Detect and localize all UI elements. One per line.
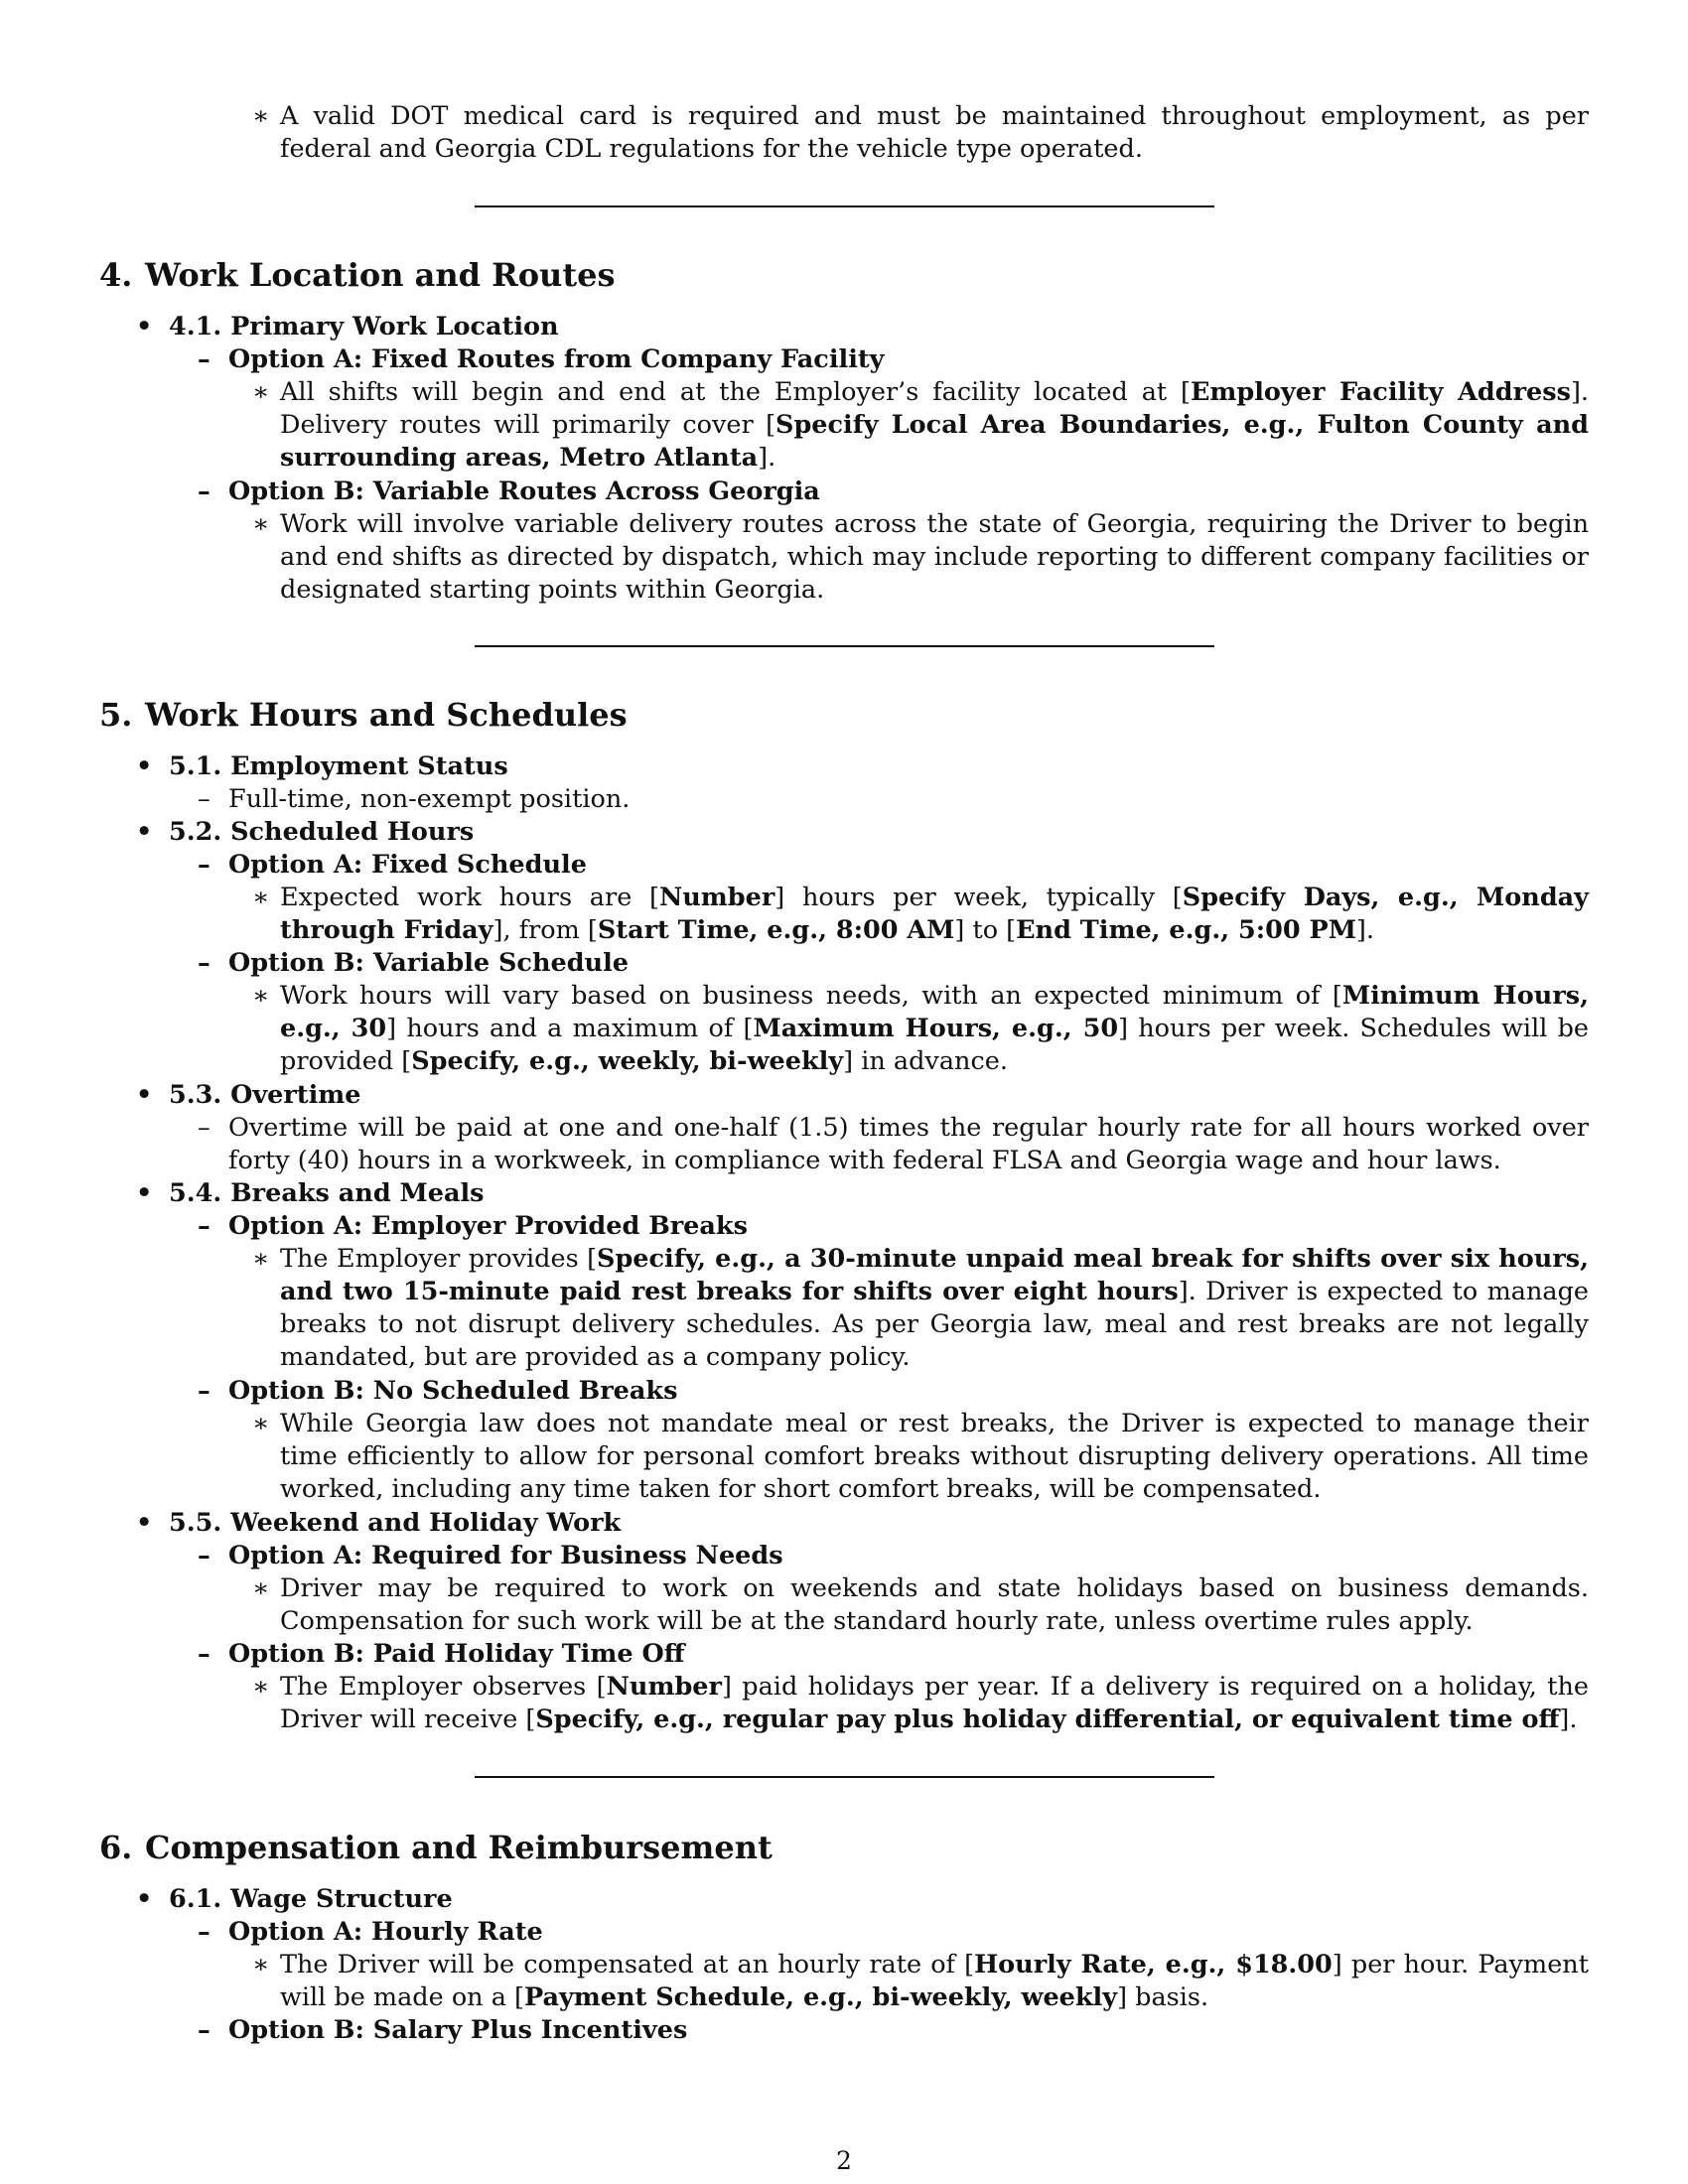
option-5-2-a: – Option A: Fixed Schedule (198, 850, 587, 880)
section-heading-6: 6. Compensation and Reimbursement (99, 1829, 773, 1866)
option-4-1-b: – Option B: Variable Routes Across Georgia (198, 477, 820, 506)
bullet-icon: • (136, 1080, 153, 1110)
section-heading-4: 4. Work Location and Routes (99, 256, 616, 294)
asterisk-bullet-icon: ∗ (252, 883, 270, 912)
bullet-icon: • (136, 1178, 153, 1208)
bullet-icon: • (136, 1508, 153, 1538)
dash-bullet-icon: – (198, 2015, 211, 2045)
option-5-2-a-text: ∗ Expected work hours are [Number] hours per week, typically [Specify Days, e.g., Monday through Friday], from [Start Time, e.g., 8:00 AM] to [End Time, e.g., 5:00 PM]. (252, 883, 1590, 945)
page-number: 2 (836, 2146, 852, 2175)
option-5-4-a: – Option A: Employer Provided Breaks (198, 1211, 748, 1241)
option-5-2-b-text: ∗ Work hours will vary based on business needs, with an expected minimum of [Minimum Hours, e.g., 30] hours and a maximum of [Maximum Hours, e.g., 50] hours per week. Schedules will be provided [Specify, e.g., weekly, bi-weekly] in advance. (252, 981, 1590, 1076)
dash-bullet-icon: – (198, 850, 211, 880)
dash-bullet-icon: – (198, 1113, 211, 1143)
document-page: ∗ A valid DOT medical card is required and must be maintained throughout employment, as per federal and Georgia CDL regulations for the vehicle type operated. 4. Work Location and Routes • 4.1. Primary Work Location – Option A: Fixed Routes from Company Facility ∗ All shifts will begin and end at the Employer’s facility located at [Employer Facility Address]. Delivery routes will primarily cover [Specify Local Area Boundaries, e.g., Fulton County and surrounding areas, Metro Atlanta]. – Option B: Variable Routes Across Georgia ∗ Work will involve variable delivery routes across the state of Georgia, requiring the Driver to begin and end shifts as directed by dispatch, which may include reporting to different company facilities or designated starting points within Georgia. 5. Work Hours and Schedules • 5.1. Employment Status – Full-time, non-exempt position. • 5.2. Scheduled Hours – Option A: Fixed Schedule ∗ Expected work hours are [Number] hours per week, typically [Specify Days, e.g., Monday through Friday], from [Start Time, e.g., 8:00 AM] to [End Time, e.g., 5:00 PM]. – Option B: Variable Schedule ∗ Work hours will vary based on business needs, with an expected minimum of [Minimum Hours, e.g., 30] hours and a maximum of [Maximum Hours, e.g., 50] hours per week. Schedules will be provided [Specify, e.g., weekly, bi-weekly] in advance. • 5.3. Overtime – Overtime will be paid at one and one-half (1.5) times the regular hourly rate for all hours worked over forty (40) hours in a workweek, in compliance with federal FLSA and Georgia wage and hour laws. • 5.4. Breaks and Meals – Option A: Employer Provided Breaks ∗ The Employer provides [Specify, e.g., a 30-minute unpaid meal break for shifts over six hours, and two 15-minute paid rest breaks for shifts over eight hours]. Driver is expected to manage breaks to not disrupt delivery schedules. As per Georgia law, meal and rest breaks are not legally mandated, but are provided as a company policy. – Option B: No Scheduled Breaks ∗ While Georgia law does not mandate meal or rest breaks, the Driver is expected to manage their time efficiently to allow for personal comfort breaks without disrupting delivery operations. All time worked, including any time taken for short comfort breaks, will be compensated. • 5.5. Weekend and Holiday Work – Option A: Required for Business Needs ∗ Driver may be required to work on weekends and state holidays based on business demands. Compensation for such work will be at the standard hourly rate, unless overtime rules apply. – Option B: Paid Holiday Time Off ∗ The Employer observes [Number] paid holidays per year. If a delivery is required on a holiday, the Driver will receive [Specify, e.g., regular pay plus holiday differential, or equivalent time off]. 6. Compensation and Reimbursement • 6.1. Wage Structure – Option A: Hourly Rate ∗ The Driver will be compensated at an hourly rate of [Hourly Rate, e.g., $18.00] per hour. Payment will be made on a [Payment Schedule, e.g., bi-weekly, weekly] basis. – Option B: Salary Plus Incentives 2 (0, 0, 1688, 2184)
option-6-1-a: – Option A: Hourly Rate (198, 1917, 543, 1947)
asterisk-bullet-icon: ∗ (252, 1244, 270, 1274)
medical-card-item: ∗ A valid DOT medical card is required and must be maintained throughout employment, as per federal and Georgia CDL regulations for the vehicle type operated. (252, 101, 1589, 164)
asterisk-bullet-icon: ∗ (252, 1409, 270, 1438)
asterisk-bullet-icon: ∗ (252, 1672, 270, 1702)
dash-bullet-icon: – (198, 784, 211, 814)
dash-bullet-icon: – (198, 344, 211, 374)
option-5-5-b: – Option B: Paid Holiday Time Off (198, 1639, 685, 1669)
item-5-3-text: – Overtime will be paid at one and one-half (1.5) times the regular hourly rate for all hours worked over forty (40) hours in a workweek, in compliance with federal FLSA and Georgia wage and hour laws. (198, 1113, 1589, 1175)
bullet-icon: • (136, 817, 153, 847)
bullet-icon: • (136, 751, 153, 781)
asterisk-bullet-icon: ∗ (252, 101, 270, 131)
option-6-1-a-text: ∗ The Driver will be compensated at an hourly rate of [Hourly Rate, e.g., $18.00] per hour. Payment will be made on a [Payment Schedule, e.g., bi-weekly, weekly] basis. (252, 1950, 1589, 2012)
option-5-4-b: – Option B: No Scheduled Breaks (198, 1376, 678, 1406)
option-5-5-a: – Option A: Required for Business Needs (198, 1541, 783, 1570)
bullet-icon: • (136, 312, 153, 341)
section-divider (475, 1776, 1214, 1778)
option-6-1-b: – Option B: Salary Plus Incentives (198, 2015, 688, 2045)
option-4-1-b-text: ∗ Work will involve variable delivery routes across the state of Georgia, requiring the Driver to begin and end shifts as directed by dispatch, which may include reporting to different company facilities or designated starting points within Georgia. (252, 509, 1589, 605)
dash-bullet-icon: – (198, 1376, 211, 1406)
asterisk-bullet-icon: ∗ (252, 1573, 270, 1603)
dash-bullet-icon: – (198, 1211, 211, 1241)
item-5-1-text: – Full-time, non-exempt position. (198, 784, 631, 814)
option-4-1-a-text: ∗ All shifts will begin and end at the Employer’s facility located at [Employer Facility Address]. Delivery routes will primarily cover [Specify Local Area Boundaries, e.g., Fulton County and surrounding areas, Metro Atlanta]. (252, 377, 1590, 473)
dash-bullet-icon: – (198, 1917, 211, 1947)
section-heading-5: 5. Work Hours and Schedules (99, 696, 628, 734)
dash-bullet-icon: – (198, 477, 211, 506)
asterisk-bullet-icon: ∗ (252, 1950, 270, 1979)
bullet-icon: • (136, 1884, 153, 1914)
option-5-2-b: – Option B: Variable Schedule (198, 948, 629, 978)
option-4-1-a: – Option A: Fixed Routes from Company Facility (198, 344, 885, 374)
dash-bullet-icon: – (198, 1541, 211, 1570)
option-5-4-b-text: ∗ While Georgia law does not mandate meal or rest breaks, the Driver is expected to manage their time efficiently to allow for personal comfort breaks without disrupting delivery operations. All time worked, including any time taken for short comfort breaks, will be compensated. (252, 1409, 1589, 1504)
dash-bullet-icon: – (198, 1639, 211, 1669)
option-5-5-b-text: ∗ The Employer observes [Number] paid holidays per year. If a delivery is required on a holiday, the Driver will receive [Specify, e.g., regular pay plus holiday differential, or equivalent time off]. (252, 1672, 1589, 1734)
dash-bullet-icon: – (198, 948, 211, 978)
option-5-5-a-text: ∗ Driver may be required to work on weekends and state holidays based on business demands. Compensation for such work will be at the standard hourly rate, unless overtime rules apply. (252, 1573, 1589, 1636)
asterisk-bullet-icon: ∗ (252, 377, 270, 407)
asterisk-bullet-icon: ∗ (252, 981, 270, 1011)
section-divider (475, 645, 1214, 647)
option-5-4-a-text: ∗ The Employer provides [Specify, e.g., a 30-minute unpaid meal break for shifts over six hours, and two 15-minute paid rest breaks for shifts over eight hours]. Driver is expected to manage breaks to not disrupt delivery schedules. As per Georgia law, meal and rest breaks are not legally mandated, but are provided as a company policy. (252, 1244, 1590, 1372)
section-divider (475, 205, 1214, 207)
asterisk-bullet-icon: ∗ (252, 509, 270, 539)
